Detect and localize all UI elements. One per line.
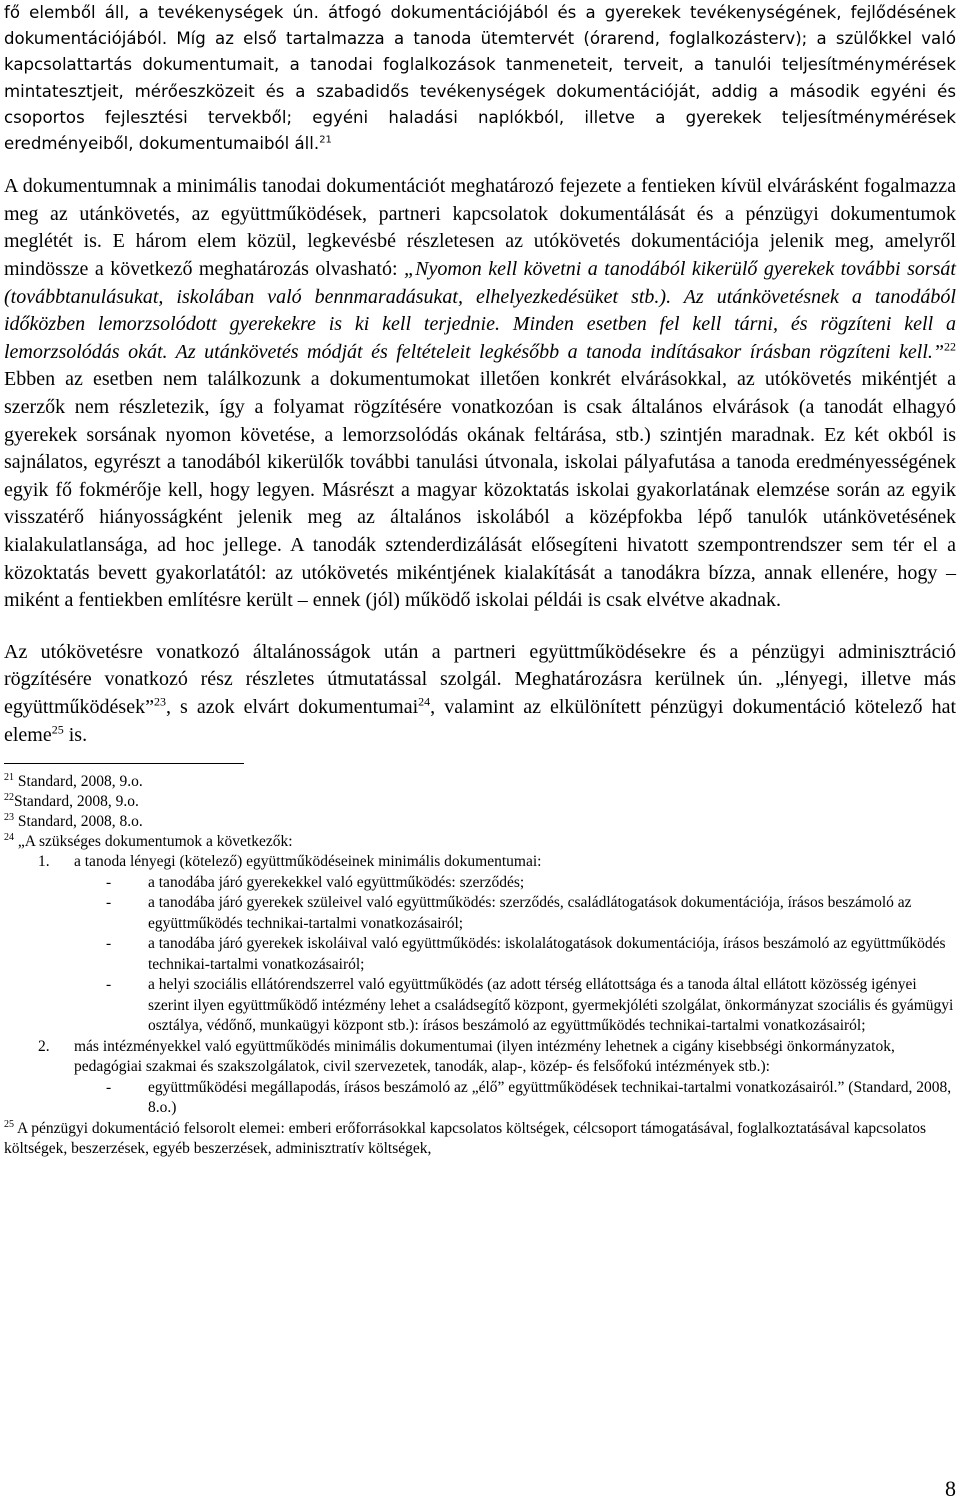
footnote-text: Standard, 2008, 8.o.	[14, 813, 143, 831]
footnote-number: 24	[4, 831, 14, 843]
page-number: 8	[945, 1476, 956, 1501]
paragraph-documentation	[4, 0, 956, 157]
list-item-text: a tanoda lényegi (kötelező) együttműködéseinek minimális dokumentumai:	[74, 853, 542, 871]
sub-list-text: a tanodába járó gyerekek iskoláival való együttműködés: iskolalátogatások dokumentációja, írásos beszámoló az együttműködés technikai-tartalmi vonatkozásairól;	[148, 935, 946, 973]
dash-marker: -	[106, 935, 112, 953]
footnote-ref-24: 24	[418, 694, 431, 709]
paragraph-text: , valamint az elkülönített pénzügyi dokumentáció kötelező hat eleme	[4, 695, 957, 746]
sub-list-item	[74, 893, 956, 934]
sub-list	[74, 1078, 956, 1119]
paragraph-text: A dokumentumnak a minimális tanodai dokumentációt meghatározó fejezete a fentieken kívül elvárásként fogalmazza meg az utánkövetés, az együttműködések, partneri kapcsolatok dokumentálását és a pénzügyi dokumentumok meglétét is. E három elem közül, legkevésbé részletesen az utókövetés dokumentációja jelenik meg, amelyről mindössze a következő meghatározás olvasható:	[4, 175, 956, 280]
standard-quote: „Nyomon kell követni a tanodából kikerülő gyerekek további sorsát (továbbtanulásukat, iskolában való bennmaradásukat, elhelyezkedésüket stb.). Az utánkövetésnek a tanodából időközben lemorzsolódott gyerekekre is ki kell terjednie. Minden esetben fel kell tárni, és rögzíteni kell a lemorzsolódás okát. Az utánkövetés módját és feltételeit legkésőbb a tanoda indításakor írásban rögzíteni kell.”	[4, 258, 956, 363]
paragraph-text: , s azok elvárt dokumentumai	[165, 695, 419, 718]
list-item	[4, 852, 956, 1037]
footnote-22	[4, 792, 956, 812]
footnote-23	[4, 812, 956, 832]
footnote-ref-22: 22	[944, 339, 956, 354]
paragraph-text: Az utókövetésre vonatkozó általánosságok után a partneri együttműködésekre és a pénzügyi adminisztráció rögzítésére vonatkozó rész részletes útmutatással szolgál. Meghatározásra kerülnek ún. „lényegi, illetve más együttműködések”	[4, 640, 956, 718]
footnote-text: „A szükséges dokumentumok a következők:	[14, 833, 293, 851]
sub-list-text: a tanodába járó gyerekekkel való együttműködés: szerződés;	[148, 873, 525, 891]
sub-list-text: a tanodába járó gyerekek szüleivel való együttműködés: szerződés, családlátogatások dokumentációja, írásos beszámoló az együttműködés technikai-tartalmi vonatkozásairól;	[148, 894, 912, 932]
footnote-ref-25: 25	[51, 721, 64, 736]
sub-list-item	[74, 934, 956, 975]
footnote-separator	[4, 763, 244, 764]
sub-list-item	[74, 1078, 956, 1119]
sub-list-text: a helyi szociális ellátórendszerrel való együttműködés (az adott térség ellátottsága és a tanoda által ellátott közösség igényei szerint ilyen együttműködő intézmény lehet a családsegítő központ, gyermekjóléti szolgálat, önkormányzat szociális és gyámügyi osztálya, védőnő, munkaügyi központ stb.): írásos beszámoló az együttműködés technikai-tartalmi vonatkozásairól;	[148, 976, 954, 1035]
footnote-21	[4, 772, 956, 792]
dash-marker: -	[106, 976, 112, 994]
footnote-ref-23: 23	[153, 694, 166, 709]
footnote-ref-21: 21	[319, 134, 332, 146]
footnote-24-list	[4, 852, 956, 1119]
paragraph-text: fő elemből áll, a tevékenységek ún. átfogó dokumentációjából és a gyerekek tevékenységének, fejlődésének dokumentációjából. Míg az első tartalmazza a tanoda ütemtervét (órarend, foglalkozásterv); a szülőkkel való kapcsolattartás dokumentumait, a tanodai foglalkozások tanmeneteit, terveit, a tanulói teljesítménymérések mintatesztjeit, mérőeszközeit és a szabadidős tevékenységek dokumentációját, addig a második egyéni és csoportos fejlesztési tervekből; egyéni haladási naplókból, illetve a gyerekek teljesítménymérések eredményeiből, dokumentumaiból áll.	[4, 3, 956, 154]
paragraph-partnerships	[4, 639, 956, 749]
footnote-number: 25	[4, 1118, 14, 1130]
dash-marker: -	[106, 873, 112, 891]
footnote-text: Standard, 2008, 9.o.	[14, 773, 143, 791]
paragraph-followup	[4, 173, 956, 615]
paragraph-text: is.	[63, 723, 88, 746]
list-item	[4, 1037, 956, 1119]
footnote-number: 23	[4, 811, 14, 823]
footnote-text: A pénzügyi dokumentáció felsorolt elemei: emberi erőforrásokkal kapcsolatos költségek, célcsoport támogatásával, foglalkoztatásával kapcsolatos költségek, beszerzések, egyéb beszerzések, adminisztratív költségek,	[4, 1119, 927, 1157]
list-number: 2.	[38, 1037, 50, 1055]
footnote-24	[4, 832, 956, 852]
dash-marker: -	[106, 1078, 112, 1096]
footnote-number: 22	[4, 791, 14, 803]
sub-list-item	[74, 873, 956, 894]
sub-list-text: együttműködési megállapodás, írásos beszámoló az „élő” együttműködések technikai-tartalmi vonatkozásairól.” (Standard, 2008, 8.o.)	[148, 1078, 952, 1117]
paragraph-text: Ebben az esetben nem találkozunk a dokumentumokat illetően konkrét elvárásokkal, az utókövetés mikéntjét a szerzők nem részletezik, így a folyamat rögzítésére vonatkozóan is csak általános elvárások (a tanodát elhagyó gyerekek sorsának nyomon követése, a lemorzsolódás okának feltárása, stb.) szintjén maradnak. Ez két okból is sajnálatos, egyrészt a tanodából kikerülők további tanulási útvonala, iskolai pályafutása a tanoda eredményességének egyik fő fokmérője kell, hogy legyen. Másrészt a magyar közoktatás iskolai gyakorlatának elemzése során az egyik visszatérő hiányosságként jelenik meg az általános iskolából a középfokba lépő tanulók utánkövetésének kialakulatlansága, ad hoc jellege. A tanodák sztenderdizálását elősegíteni hivatott szempontrendszer sem tér el a közoktatás bevett gyakorlatától: az utókövetés mikéntjének kialakítását a tanodákra bízza, annak ellenére, hogy – miként a fentiekben említésre került – ennek (jól) működő iskolai példái is csak elvétve akadnak.	[4, 368, 956, 612]
footnote-25	[4, 1119, 956, 1159]
dash-marker: -	[106, 894, 112, 912]
document-page	[4, 0, 956, 1159]
sub-list-item	[74, 975, 956, 1037]
footnote-text: Standard, 2008, 9.o.	[14, 793, 139, 811]
sub-list	[74, 873, 956, 1037]
footnotes	[4, 772, 956, 1159]
footnote-number: 21	[4, 771, 14, 783]
list-item-text: más intézményekkel való együttműködés minimális dokumentumai (ilyen intézmény lehetnek a cigány kisebbségi önkormányzatok, pedagógiai szakmai és szakszolgálatok, civil szervezetek, tanodák, alap-, közép- és felsőfokú intézmények stb.):	[74, 1037, 895, 1076]
list-number: 1.	[38, 853, 50, 871]
